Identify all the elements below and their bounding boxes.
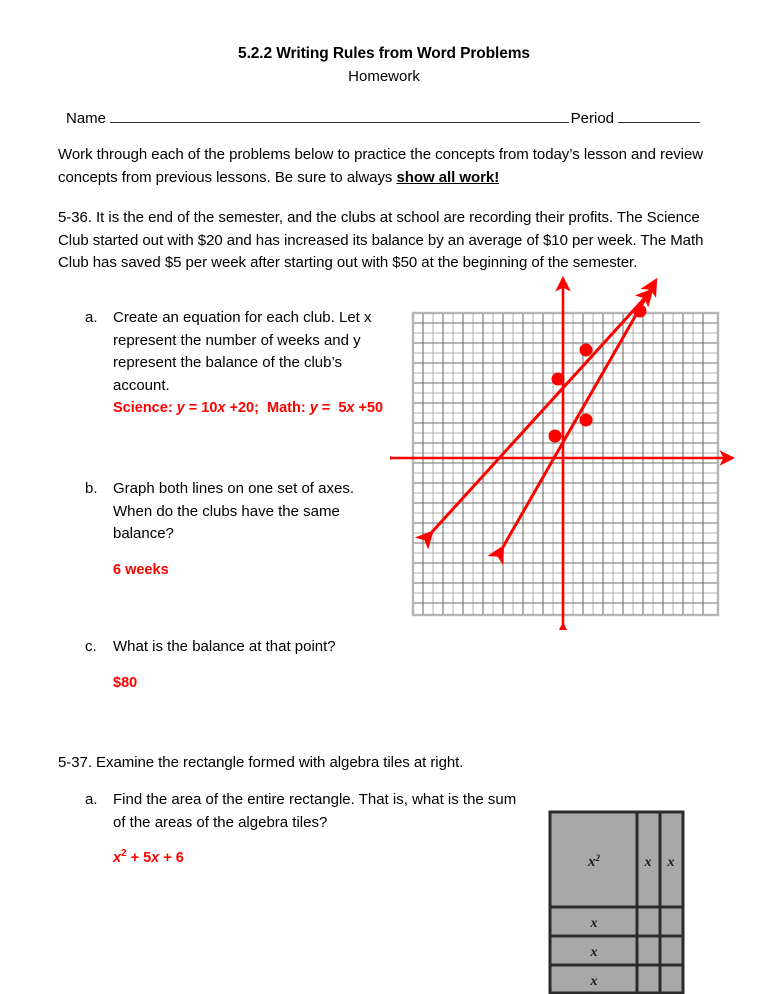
- science-club-line: [432, 290, 652, 532]
- answer-537-a: $x^2 + 5x + 6$: [113, 848, 184, 866]
- graph-grid-major: [413, 313, 718, 615]
- plot-point: [580, 414, 593, 427]
- problem-536-part-a: [85, 307, 385, 397]
- answer-536-b: 6 weeks: [113, 562, 169, 578]
- problem-536-body: 5-36. It is the end of the semester, and the clubs at school are recording their profits. The Science Club started out with $20 and has increased its balance by an average of $10 per week. The Math Club has saved $5 per week after starting out with $50 at the beginning of the semester.: [58, 209, 704, 271]
- plot-point: [580, 344, 593, 357]
- plot-point: [549, 430, 562, 443]
- page-subtitle: Homework: [348, 68, 420, 85]
- answer-536-a: Science: y = 10x +20; Math: y = 5x +50: [113, 400, 384, 416]
- tile-label-x-top-2: x: [667, 855, 675, 870]
- tile-label-x-row-3: x: [590, 974, 598, 989]
- intro-emphasis: show all work!: [396, 168, 500, 186]
- part-marker: c.: [85, 638, 97, 655]
- part-marker: a.: [85, 791, 98, 808]
- name-label: Name: [66, 110, 107, 127]
- algebra-tiles-figure: [548, 810, 685, 994]
- answer-536-c: $80: [113, 675, 138, 691]
- problem-536-part-b: [85, 478, 385, 546]
- part-text: What is the balance at that point?: [113, 638, 336, 655]
- intro-paragraph: [58, 144, 706, 189]
- name-input-rule[interactable]: [110, 111, 569, 123]
- plot-point: [552, 373, 565, 386]
- tile-label-x-squared: $x^2$: [588, 853, 600, 870]
- coordinate-graph-figure: [390, 272, 735, 630]
- problem-537-body: 5-37. Examine the rectangle formed with algebra tiles at right.: [58, 754, 464, 771]
- tile-label-x-row-2: x: [590, 945, 598, 960]
- intro-text: Work through each of the problems below to practice the concepts from today’s lesson and review concepts from previous lessons. Be sure to always: [58, 146, 704, 186]
- part-text: Create an equation for each club. Let x represent the number of weeks and y represent the balance of the club’s account.: [113, 309, 372, 394]
- plot-point-intersection: [634, 305, 647, 318]
- graph-grid: [413, 313, 718, 615]
- part-text: Graph both lines on one set of axes. When do the clubs have the same balance?: [113, 480, 354, 542]
- period-label: Period: [570, 110, 614, 127]
- graph-border: [413, 313, 718, 615]
- part-marker: a.: [85, 309, 98, 326]
- tile-label-x-top-1: x: [644, 855, 652, 870]
- problem-536-part-c: [85, 636, 405, 659]
- tile-label-x-row-1: x: [590, 916, 598, 931]
- part-text: Find the area of the entire rectangle. That is, what is the sum of the areas of the algebra tiles?: [113, 791, 517, 831]
- part-marker: b.: [85, 480, 98, 497]
- problem-537-part-a: [85, 789, 525, 834]
- page-title: 5.2.2 Writing Rules from Word Problems: [238, 45, 530, 62]
- period-input-rule[interactable]: [618, 111, 700, 123]
- name-period-row: [66, 110, 702, 130]
